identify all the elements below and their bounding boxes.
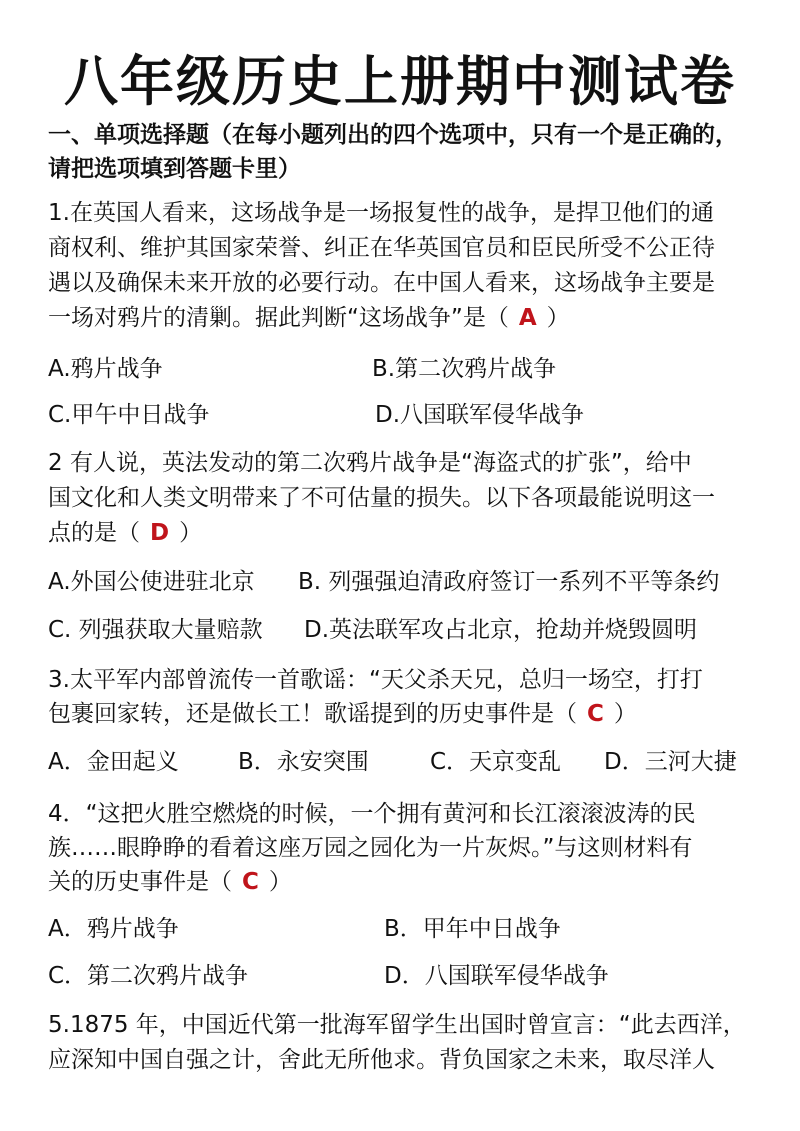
answer-mark: D [150, 520, 170, 546]
answer-mark: A [518, 305, 537, 331]
option-a: A．鸦片战争 [48, 916, 179, 942]
option-a: A．金田起义 [48, 749, 179, 775]
section-heading [48, 118, 768, 186]
question-3-line-2 [48, 699, 637, 729]
question-1-line-1: 1.在英国人看来，这场战争是一场报复性的战争，是捍卫他们的通 [48, 200, 714, 226]
question-1-line-3: 遇以及确保未来开放的必要行动。在中国人看来，这场战争主要是 [48, 270, 715, 296]
close-paren: ） [546, 305, 570, 331]
option-c: C. 列强获取大量赔款 [48, 617, 263, 643]
question-1-line-2: 商权利、维护其国家荣誉、纠正在华英国官员和臣民所受不公正待 [48, 235, 715, 261]
option-b: B. 列强强迫清政府签订一系列不平等条约 [298, 569, 720, 595]
option-c: C.甲午中日战争 [48, 402, 210, 428]
question-4-line-1: 4．“这把火胜空燃烧的时候，一个拥有黄河和长江滚滚波涛的民 [48, 801, 696, 827]
question-3-line-1: 3.太平军内部曾流传一首歌谣：“天父杀天兄，总归一场空，打打 [48, 667, 703, 693]
option-b: B．甲年中日战争 [384, 916, 561, 942]
question-2-line-1: 2 有人说，英法发动的第二次鸦片战争是“海盗式的扩张”，给中 [48, 450, 692, 476]
close-paren: ） [268, 869, 292, 895]
question-1-line-4 [48, 303, 570, 333]
question-1-stem-end: 一场对鸦片的清剿。据此判断“这场战争”是（ [48, 305, 509, 331]
option-a: A.外国公使进驻北京 [48, 569, 255, 595]
answer-mark: C [242, 869, 259, 895]
option-d: D．八国联军侵华战争 [384, 963, 609, 989]
answer-mark: C [587, 701, 604, 727]
section-heading-line-2: 请把选项填到答题卡里） [48, 156, 301, 182]
question-3-stem-end: 包裹回家转，还是做长工！歌谣提到的历史事件是（ [48, 701, 577, 727]
question-2-stem-end: 点的是（ [48, 520, 140, 546]
question-2-line-2: 国文化和人类文明带来了不可估量的损失。以下各项最能说明这一 [48, 485, 715, 511]
close-paren: ） [179, 520, 203, 546]
option-c: C．天京变乱 [430, 749, 562, 775]
option-d: D．三河大捷 [604, 749, 737, 775]
question-4-stem-end: 关的历史事件是（ [48, 869, 232, 895]
option-b: B.第二次鸦片战争 [372, 356, 557, 382]
option-b: B．永安突围 [238, 749, 369, 775]
option-a: A.鸦片战争 [48, 356, 163, 382]
option-d: D.英法联军攻占北京，抢劫并烧毁圆明 [304, 617, 698, 643]
question-5-line-2: 应深知中国自强之计，舍此无所他求。背负国家之未来，取尽洋人 [48, 1047, 715, 1073]
question-2-line-3 [48, 518, 202, 548]
page-title: 八年级历史上册期中测试卷 [64, 50, 736, 113]
question-5-line-1: 5.1875 年，中国近代第一批海军留学生出国时曾宣言：“此去西洋， [48, 1012, 746, 1038]
question-4-line-3 [48, 867, 292, 897]
option-c: C．第二次鸦片战争 [48, 963, 249, 989]
question-4-line-2: 族……眼睁睁的看着这座万园之园化为一片灰烬。”与这则材料有 [48, 835, 693, 861]
section-heading-line-1: 一、单项选择题（在每小题列出的四个选项中，只有一个是正确的， [48, 122, 738, 148]
close-paren: ） [613, 701, 637, 727]
option-d: D.八国联军侵华战争 [375, 402, 585, 428]
